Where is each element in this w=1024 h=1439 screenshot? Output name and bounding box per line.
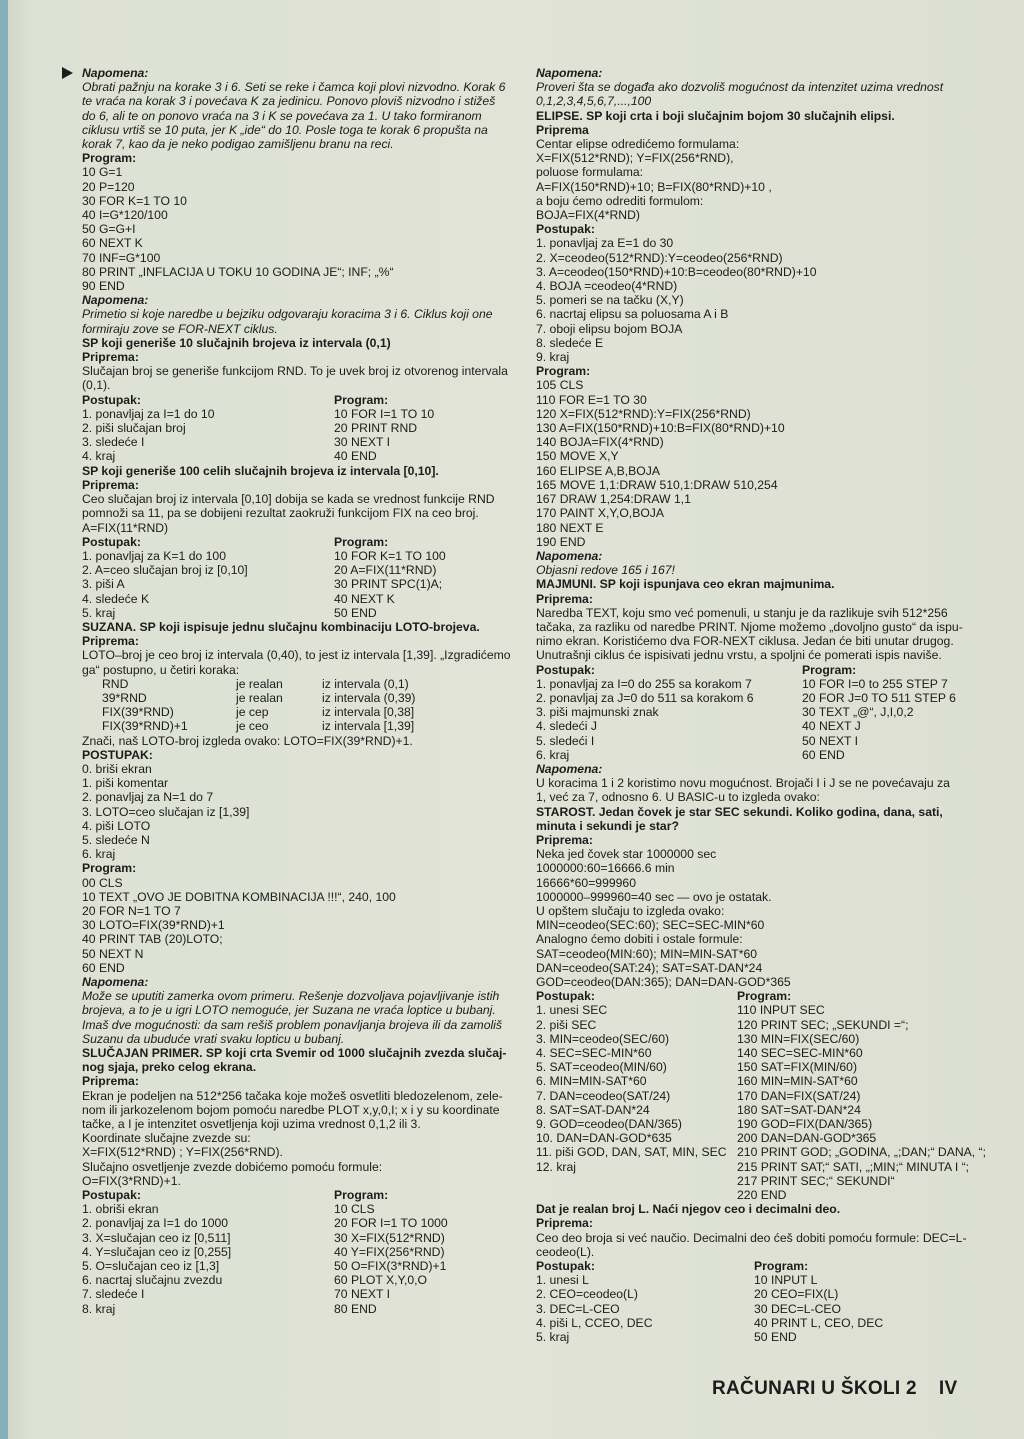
steps-list bbox=[536, 236, 986, 364]
text-line: 165 MOVE 1,1:DRAW 510,1:DRAW 510,254 bbox=[536, 477, 778, 492]
text-line: 11. piši GOD, DAN, SAT, MIN, SEC bbox=[536, 1145, 727, 1160]
text-line: 150 MOVE X,Y bbox=[536, 449, 619, 464]
steps-list bbox=[536, 1273, 754, 1344]
text-line: minuta i sekundi je star? bbox=[536, 818, 679, 833]
program-label: Program: bbox=[536, 364, 591, 379]
text-line: DAN=ceodeo(SAT:24); SAT=SAT-DAN*24 bbox=[536, 960, 763, 975]
text-line: 80 END bbox=[334, 1301, 377, 1316]
text-line: 20 FOR I=1 TO 1000 bbox=[334, 1216, 448, 1231]
table-indent bbox=[82, 691, 102, 705]
text-line: 4. sledeće K bbox=[82, 591, 150, 606]
text-line: BOJA=FIX(4*RND) bbox=[536, 208, 640, 223]
text-line: 50 NEXT I bbox=[802, 733, 858, 748]
program-label: Program: bbox=[334, 392, 389, 407]
text-line: U koracima 1 i 2 koristimo novu mogućnost. Brojači I i J se ne povećavaju za bbox=[536, 776, 950, 791]
steps-program bbox=[536, 989, 986, 1202]
section-title bbox=[82, 1046, 528, 1074]
prep-text bbox=[82, 492, 528, 535]
text-line: 9. kraj bbox=[536, 350, 570, 365]
text-line: 2. A=ceo slučajan broj iz [0,10] bbox=[82, 563, 248, 578]
program-label: Program: bbox=[334, 534, 389, 549]
text-line: 6. nacrtaj slučajnu zvezdu bbox=[82, 1273, 223, 1288]
text-line: 70 NEXT I bbox=[334, 1287, 390, 1302]
text-line: 2. ponavljaj za I=1 do 1000 bbox=[82, 1216, 229, 1231]
text-line: brojeva, a to je u igri LOTO nemoguće, jer Suzana ne vraća loptice u bubanj. bbox=[82, 1003, 496, 1018]
text-line: 110 INPUT SEC bbox=[737, 1003, 825, 1018]
text-line: 180 NEXT E bbox=[536, 520, 604, 535]
text-line: SLUČAJAN PRIMER. SP koji crta Svemir od 1000 slučajnih zvezda slučaj- bbox=[82, 1046, 507, 1061]
table-indent bbox=[82, 719, 102, 733]
text-line: 1000000:60=16666.6 min bbox=[536, 861, 675, 876]
text-line: 2. piši SEC bbox=[536, 1017, 597, 1032]
program-listing bbox=[737, 1003, 986, 1202]
text-line: Slučajno osvetljenje zvezde dobićemo pomoću formule: bbox=[82, 1159, 383, 1174]
program-label: Program: bbox=[82, 151, 137, 166]
steps-program bbox=[536, 663, 986, 762]
text-line: nog sjaja, preko celog ekrana. bbox=[82, 1060, 257, 1075]
text-line: MIN=ceodeo(SEC:60); SEC=SEC-MIN*60 bbox=[536, 918, 765, 933]
text-line: U opštem slučaju to izgleda ovako: bbox=[536, 903, 725, 918]
text-line: 220 END bbox=[737, 1188, 787, 1203]
steps-program bbox=[82, 393, 528, 464]
text-line: 190 END bbox=[536, 534, 586, 549]
note-text bbox=[536, 80, 986, 108]
section-title: ELIPSE. SP koji crta i boji slučajnim bojom 30 slučajnih elipsi. bbox=[536, 108, 895, 123]
text-line: GOD=ceodeo(DAN:365); DAN=DAN-GOD*365 bbox=[536, 975, 791, 989]
text-line: 4. sledeći J bbox=[536, 719, 597, 734]
text-line: 10 FOR K=1 TO 100 bbox=[334, 548, 446, 563]
program-listing bbox=[334, 407, 528, 464]
text-line: 4. BOJA =ceodeo(4*RND) bbox=[536, 279, 678, 294]
text-line: 40 I=G*120/100 bbox=[82, 208, 168, 223]
text-line: 1. piši komentar bbox=[82, 776, 169, 791]
text-line: 210 PRINT GOD; „GODINA, „;DAN;“ DANA, “; bbox=[737, 1145, 986, 1160]
text-line: do 6, ali te on ponovo vraća na 3 i K se povećava za 1. U tako formiranom bbox=[82, 108, 482, 123]
text-line: Unutrašnji ciklus će ispisivati jednu vrstu, a spoljni će pomerati ispis naviše. bbox=[536, 648, 942, 663]
text-line: a boju ćemo odrediti formulom: bbox=[536, 193, 704, 208]
note-text bbox=[82, 307, 528, 335]
text-line: tačke, a I je intenzitet osvetljenja koji uzima vrednost 0,1,2 ili 3. bbox=[82, 1117, 421, 1132]
text-line: 1. unesi SEC bbox=[536, 1003, 608, 1018]
text-line: 4. kraj bbox=[82, 449, 116, 464]
note-text bbox=[536, 563, 986, 577]
text-line: 16666*60=999960 bbox=[536, 875, 636, 890]
text-line: 30 TEXT „@“, J,I,0,2 bbox=[802, 705, 914, 720]
text-line: 5. O=slučajan ceo iz [1,3] bbox=[82, 1259, 220, 1274]
text-line: 200 DAN=DAN-GOD*365 bbox=[737, 1131, 877, 1146]
page-edge bbox=[0, 0, 8, 1439]
text-line: O=FIX(3*RND)+1. bbox=[82, 1173, 181, 1188]
table-cell: RND bbox=[102, 676, 129, 691]
program-listing bbox=[536, 378, 986, 548]
left-column bbox=[82, 66, 528, 1316]
section-title: SP koji generiše 10 slučajnih brojeva iz intervala (0,1) bbox=[82, 335, 391, 350]
text-line: 170 DAN=FIX(SAT/24) bbox=[737, 1088, 861, 1103]
text-line: 50 END bbox=[754, 1330, 797, 1345]
program-listing bbox=[754, 1273, 986, 1344]
prep-label: Priprema: bbox=[536, 1216, 593, 1231]
prep-text bbox=[82, 648, 528, 676]
note-text bbox=[82, 989, 528, 1046]
steps-list bbox=[82, 407, 334, 464]
text-line: 120 PRINT SEC; „SEKUNDI =“; bbox=[737, 1017, 909, 1032]
note-title: Napomena: bbox=[82, 66, 149, 80]
text-line: Imaš dve mogućnosti: da sam rešiš problem ponavljanja brojeva ili da zamoliš bbox=[82, 1017, 502, 1032]
steps-list bbox=[82, 549, 334, 620]
text-line: Objasni redove 165 i 167! bbox=[536, 563, 675, 578]
text-line: 2. CEO=ceodeo(L) bbox=[536, 1287, 638, 1302]
prep-label: Priprema bbox=[536, 122, 589, 137]
text-line: 1. ponavljaj za K=1 do 100 bbox=[82, 548, 226, 563]
steps-label: Postupak: bbox=[536, 222, 595, 237]
text-line: 140 SEC=SEC-MIN*60 bbox=[737, 1046, 863, 1061]
text-line: 00 CLS bbox=[82, 875, 123, 890]
section-title: SP koji generiše 100 celih slučajnih brojeva iz intervala [0,10]. bbox=[82, 463, 439, 478]
table-indent bbox=[82, 677, 102, 691]
text-line: 110 FOR E=1 TO 30 bbox=[536, 392, 647, 407]
text-line: 4. piši LOTO bbox=[82, 818, 151, 833]
program-label: Program: bbox=[754, 1259, 809, 1274]
prep-label: Priprema: bbox=[82, 1074, 139, 1089]
text-line: 1. unesi L bbox=[536, 1273, 589, 1288]
steps-program bbox=[82, 1188, 528, 1316]
text-line: 2. X=ceodeo(512*RND):Y=ceodeo(256*RND) bbox=[536, 250, 783, 265]
text-line: 5. SAT=ceodeo(MIN/60) bbox=[536, 1060, 667, 1075]
note-title: Napomena: bbox=[82, 975, 149, 989]
text-line: 90 END bbox=[82, 279, 125, 294]
text-line: 20 PRINT RND bbox=[334, 421, 418, 436]
text-line: Analogno ćemo dobiti i ostale formule: bbox=[536, 932, 743, 947]
steps-program bbox=[82, 535, 528, 620]
program-listing bbox=[802, 677, 986, 762]
text-line: 30 X=FIX(512*RND) bbox=[334, 1230, 445, 1245]
text-line: Ceo deo broja si već naučio. Decimalni deo ćeš dobiti pomoću formule: DEC=L- bbox=[536, 1230, 967, 1245]
note-text bbox=[82, 80, 528, 151]
text-line: 130 MIN=FIX(SEC/60) bbox=[737, 1031, 860, 1046]
note-title: Napomena: bbox=[536, 548, 603, 563]
text-line: 1000000–999960=40 sec — ovo je ostatak. bbox=[536, 889, 772, 904]
table-indent bbox=[82, 705, 102, 719]
text-line: 105 CLS bbox=[536, 378, 584, 393]
text-line: 8. sledeće E bbox=[536, 335, 604, 350]
table-cell: je cep bbox=[236, 705, 269, 720]
text-line: 30 LOTO=FIX(39*RND)+1 bbox=[82, 918, 225, 933]
text-line: 170 PAINT X,Y,O,BOJA bbox=[536, 506, 665, 521]
loto-table bbox=[82, 677, 528, 734]
text-line: 0,1,2,3,4,5,6,7,...,100 bbox=[536, 94, 652, 109]
steps-list bbox=[536, 1003, 737, 1173]
text-line: 10 G=1 bbox=[82, 165, 123, 180]
text-line: 30 FOR K=1 TO 10 bbox=[82, 193, 187, 208]
text-line: Proveri šta se događa ako dozvoliš mogućnost da intenzitet uzima vrednost bbox=[536, 80, 944, 95]
text-line: Primetio si koje naredbe u bejziku odgovaraju koracima 3 i 6. Ciklus koji one bbox=[82, 307, 493, 322]
steps-list bbox=[82, 762, 528, 861]
text-line: 10 TEXT „OVO JE DOBITNA KOMBINACIJA !!!“, 240, 100 bbox=[82, 889, 396, 904]
text-line: 7. oboji elipsu bojom BOJA bbox=[536, 321, 683, 336]
text-line: 217 PRINT SEC;“ SEKUNDI“ bbox=[737, 1173, 895, 1188]
text-line: Naredba TEXT, koju smo već pomenuli, u stanju je da razlikuje svih 512*256 bbox=[536, 605, 948, 620]
steps-list bbox=[536, 677, 802, 762]
table-cell: je ceo bbox=[236, 719, 269, 734]
text-line: 50 G=G+I bbox=[82, 222, 136, 237]
text-line: pomnoži sa 11, pa se dobijeni rezultat zaokruži funkcijom FIX na ceo broj. bbox=[82, 506, 479, 521]
text-line: Slučajan broj se generiše funkcijom RND. To je uvek broj iz otvorenog intervala bbox=[82, 364, 508, 379]
table-cell: iz intervala (0,1) bbox=[322, 676, 409, 691]
note-title: Napomena: bbox=[536, 66, 603, 80]
text-line: 7. DAN=ceodeo(SAT/24) bbox=[536, 1088, 671, 1103]
text-line: poluose formulama: bbox=[536, 165, 644, 180]
text-line: 5. pomeri se na tačku (X,Y) bbox=[536, 293, 684, 308]
text-line: 40 PRINT L, CEO, DEC bbox=[754, 1315, 884, 1330]
text-line: 6. MIN=MIN-SAT*60 bbox=[536, 1074, 647, 1089]
text-line: 10 INPUT L bbox=[754, 1273, 818, 1288]
text-line: 3. X=slučajan ceo iz [0,511] bbox=[82, 1230, 231, 1245]
magazine-title: RAČUNARI U ŠKOLI 2 bbox=[712, 1378, 917, 1399]
steps-label: Postupak: bbox=[536, 989, 595, 1004]
text-line: A=FIX(11*RND) bbox=[82, 520, 169, 535]
text-line: 60 END bbox=[802, 747, 845, 762]
text-line: 20 P=120 bbox=[82, 179, 135, 194]
text-line: 6. nacrtaj elipsu sa poluosama A i B bbox=[536, 307, 729, 322]
text-line: 1. ponavljaj za I=1 do 10 bbox=[82, 406, 215, 421]
text-line: 4. Y=slučajan ceo iz [0,255] bbox=[82, 1244, 232, 1259]
table-cell: je realan bbox=[236, 690, 283, 705]
text-line: Suzanu da ubuduće vrati svaku lopticu u bubanj. bbox=[82, 1031, 345, 1046]
text-line: Može se uputiti zamerka ovom primeru. Rešenje dozvoljava pojavljivanje istih bbox=[82, 989, 500, 1004]
text-line: Ekran je podeljen na 512*256 tačaka koje možeš osvetliti bledozelenom, zele- bbox=[82, 1088, 503, 1103]
program-listing bbox=[82, 165, 528, 293]
text-line: Obrati pažnju na korake 3 i 6. Seti se reke i čamca koji plovi nizvodno. Korak 6 bbox=[82, 80, 506, 95]
text-line: 9. GOD=ceodeo(DAN/365) bbox=[536, 1117, 682, 1132]
bullet-arrow-icon bbox=[62, 67, 73, 79]
prep-label: Priprema: bbox=[82, 477, 139, 492]
text-line: 180 SAT=SAT-DAN*24 bbox=[737, 1102, 861, 1117]
text-line: 8. SAT=SAT-DAN*24 bbox=[536, 1102, 650, 1117]
right-column bbox=[536, 66, 986, 1344]
text-line: 167 DRAW 1,254:DRAW 1,1 bbox=[536, 492, 691, 507]
text-line: A=FIX(150*RND)+10; B=FIX(80*RND)+10 , bbox=[536, 179, 772, 194]
prep-label: Priprema: bbox=[82, 634, 139, 649]
prep-text bbox=[536, 606, 986, 663]
text-line: 4. SEC=SEC-MIN*60 bbox=[536, 1046, 652, 1061]
text-line: nimo ekran. Koristićemo dva FOR-NEXT ciklusa. Jedan će biti unutar drugog. bbox=[536, 634, 954, 649]
text-line: 3. piši A bbox=[82, 577, 125, 592]
table-cell: iz intervala [1,39] bbox=[322, 719, 415, 734]
table-cell: 39*RND bbox=[102, 690, 147, 705]
text-line: 20 FOR J=0 TO 511 STEP 6 bbox=[802, 690, 956, 705]
text-line: 150 SAT=FIX(MIN/60) bbox=[737, 1060, 858, 1075]
text-line: 50 END bbox=[334, 605, 377, 620]
prep-label: Priprema: bbox=[82, 350, 139, 365]
text-line: Ceo slučajan broj iz intervala [0,10] dobija se kada se vrednost funkcije RND bbox=[82, 492, 495, 507]
prep-text bbox=[82, 364, 528, 392]
program-listing bbox=[82, 876, 528, 975]
steps-label: Postupak: bbox=[82, 392, 141, 407]
steps-label: Postupak: bbox=[536, 1259, 595, 1274]
text-line: STAROST. Jedan čovek je star SEC sekundi. Koliko godina, dana, sati, bbox=[536, 804, 943, 819]
text-line: 3. piši majmunski znak bbox=[536, 705, 659, 720]
text-line: Neka jed čovek star 1000000 sec bbox=[536, 847, 717, 862]
text-line: 5. sledeće N bbox=[82, 832, 150, 847]
text-line: formiraju zove se FOR-NEXT ciklus. bbox=[82, 321, 278, 336]
text-line: 10 FOR I=1 TO 10 bbox=[334, 406, 435, 421]
text-line: X=FIX(512*RND) ; Y=FIX(256*RND). bbox=[82, 1145, 283, 1160]
text-line: nom ili jarkozelenom bojom pomoću naredbe PLOT x,y,0,I; x i y su koordinate bbox=[82, 1102, 500, 1117]
loto-conclusion: Znači, naš LOTO-broj izgleda ovako: LOTO=FIX(39*RND)+1. bbox=[82, 733, 413, 748]
text-line: 10 CLS bbox=[334, 1202, 375, 1217]
text-line: 2. piši slučajan broj bbox=[82, 421, 186, 436]
program-label: Program: bbox=[334, 1188, 389, 1203]
text-line: 2. ponavljaj za J=0 do 511 sa korakom 6 bbox=[536, 690, 754, 705]
text-line: 130 A=FIX(150*RND)+10:B=FIX(80*RND)+10 bbox=[536, 421, 785, 436]
section-title: MAJMUNI. SP koji ispunjava ceo ekran majmunima. bbox=[536, 577, 835, 592]
text-line: 5. sledeći I bbox=[536, 733, 595, 748]
text-line: 6. kraj bbox=[82, 847, 116, 862]
text-line: 1. ponavljaj za E=1 do 30 bbox=[536, 236, 674, 251]
table-cell: je realan bbox=[236, 676, 283, 691]
text-line: 50 O=FIX(3*RND)+1 bbox=[334, 1259, 447, 1274]
text-line: 40 END bbox=[334, 449, 377, 464]
text-line: 4. piši L, CCEO, DEC bbox=[536, 1315, 653, 1330]
text-line: 40 NEXT K bbox=[334, 591, 395, 606]
text-line: 10 FOR I=0 to 255 STEP 7 bbox=[802, 676, 948, 691]
text-line: 140 BOJA=FIX(4*RND) bbox=[536, 435, 664, 450]
text-line: 20 A=FIX(11*RND) bbox=[334, 563, 437, 578]
steps-label: POSTUPAK: bbox=[82, 747, 153, 762]
text-line: 5. kraj bbox=[536, 1330, 570, 1345]
text-line: 10. DAN=DAN-GOD*635 bbox=[536, 1131, 672, 1146]
note-title: Napomena: bbox=[536, 761, 603, 776]
note-text bbox=[536, 776, 986, 804]
prep-text bbox=[536, 1231, 986, 1259]
text-line: 8. kraj bbox=[82, 1301, 116, 1316]
text-line: 60 END bbox=[82, 960, 125, 975]
prep-text bbox=[536, 137, 986, 222]
text-line: 6. kraj bbox=[536, 747, 570, 762]
text-line: 3. MIN=ceodeo(SEC/60) bbox=[536, 1031, 670, 1046]
steps-program bbox=[536, 1259, 986, 1344]
text-line: 40 Y=FIX(256*RND) bbox=[334, 1244, 445, 1259]
text-line: 3. A=ceodeo(150*RND)+10:B=ceodeo(80*RND)+10 bbox=[536, 264, 817, 279]
program-label: Program: bbox=[82, 861, 137, 876]
text-line: 3. sledeće I bbox=[82, 435, 145, 450]
program-listing bbox=[334, 1202, 528, 1316]
prep-label: Priprema: bbox=[536, 832, 593, 847]
text-line: 3. DEC=L-CEO bbox=[536, 1301, 620, 1316]
section-title: SUZANA. SP koji ispisuje jednu slučajnu kombinaciju LOTO-brojeva. bbox=[82, 619, 480, 634]
text-line: 7. sledeće I bbox=[82, 1287, 145, 1302]
text-line: 80 PRINT „INFLACIJA U TOKU 10 GODINA JE“; INF; „%“ bbox=[82, 264, 394, 279]
page-number: IV bbox=[938, 1378, 958, 1399]
steps-list bbox=[82, 1202, 334, 1316]
text-line: (0,1). bbox=[82, 378, 111, 393]
text-line: 12. kraj bbox=[536, 1159, 576, 1174]
text-line: 30 NEXT I bbox=[334, 435, 390, 450]
table-cell: iz intervala [0,38] bbox=[322, 705, 415, 720]
text-line: 1, već za 7, odnosno 6. U BASIC-u to izgleda ovako: bbox=[536, 790, 820, 805]
note-title: Napomena: bbox=[82, 293, 149, 308]
text-line: 1. ponavljaj za I=0 do 255 sa korakom 7 bbox=[536, 676, 752, 691]
text-line: Centar elipse odredićemo formulama: bbox=[536, 137, 740, 152]
text-line: 60 NEXT K bbox=[82, 236, 143, 251]
program-label: Program: bbox=[802, 662, 857, 677]
text-line: tačaka, za razliku od naredbe PRINT. Njome možemo „dovoljno gusto“ da ispu- bbox=[536, 619, 963, 634]
text-line: SAT=ceodeo(MIN:60); MIN=MIN-SAT*60 bbox=[536, 946, 758, 961]
steps-label: Postupak: bbox=[82, 534, 141, 549]
program-listing bbox=[334, 549, 528, 620]
text-line: LOTO–broj je ceo broj iz intervala (0,40), to jest iz intervala [1,39]. „Izgradićemo bbox=[82, 648, 511, 663]
table-cell: FIX(39*RND) bbox=[102, 705, 174, 720]
table-cell: FIX(39*RND)+1 bbox=[102, 719, 188, 734]
table-cell: iz intervala (0,39) bbox=[322, 690, 416, 705]
text-line: ciklusu vrtiš se 10 puta, jer K „ide“ do 10. Posle toga te korak 6 propušta na bbox=[82, 122, 488, 137]
section-title: Dat je realan broj L. Naći njegov ceo i decimalni deo. bbox=[536, 1202, 841, 1217]
text-line: 1. obriši ekran bbox=[82, 1202, 159, 1217]
text-line: ceodeo(L). bbox=[536, 1244, 595, 1259]
text-line: 20 FOR N=1 TO 7 bbox=[82, 903, 181, 918]
section-title bbox=[536, 805, 986, 833]
text-line: 50 NEXT N bbox=[82, 946, 144, 961]
text-line: 215 PRINT SAT;“ SATI, „;MIN;“ MINUTA I “; bbox=[737, 1159, 970, 1174]
text-line: 40 NEXT J bbox=[802, 719, 861, 734]
program-label: Program: bbox=[737, 989, 792, 1004]
text-line: 20 CEO=FIX(L) bbox=[754, 1287, 839, 1302]
page-footer bbox=[712, 1378, 957, 1400]
text-line: korak 7, kao da je neko podigao zamišljenu branu na reci. bbox=[82, 137, 394, 152]
text-line: 30 PRINT SPC(1)A; bbox=[334, 577, 443, 592]
text-line: 120 X=FIX(512*RND):Y=FIX(256*RND) bbox=[536, 406, 751, 421]
prep-text bbox=[82, 1089, 528, 1188]
text-line: Koordinate slučajne zvezde su: bbox=[82, 1131, 251, 1146]
text-line: 70 INF=G*100 bbox=[82, 250, 161, 265]
text-line: ga“ postupno, u četiri koraka: bbox=[82, 662, 240, 677]
text-line: 3. LOTO=ceo slučajan iz [1,39] bbox=[82, 804, 250, 819]
text-line: te vraća na korak 3 i povećava K za jedinicu. Ponovo ploviš nizvodno i stižeš bbox=[82, 94, 496, 109]
steps-label: Postupak: bbox=[82, 1188, 141, 1203]
text-line: X=FIX(512*RND); Y=FIX(256*RND), bbox=[536, 151, 734, 166]
text-line: 190 GOD=FIX(DAN/365) bbox=[737, 1117, 873, 1132]
steps-label: Postupak: bbox=[536, 662, 595, 677]
text-line: 160 ELIPSE A,B,BOJA bbox=[536, 463, 660, 478]
text-line: 40 PRINT TAB (20)LOTO; bbox=[82, 932, 223, 947]
text-line: 60 PLOT X,Y,0,O bbox=[334, 1273, 428, 1288]
text-line: 30 DEC=L-CEO bbox=[754, 1301, 842, 1316]
text-line: 0. briši ekran bbox=[82, 761, 152, 776]
prep-label: Priprema: bbox=[536, 591, 593, 606]
text-line: 2. ponavljaj za N=1 do 7 bbox=[82, 790, 214, 805]
text-line: 5. kraj bbox=[82, 605, 116, 620]
prep-text bbox=[536, 847, 986, 989]
text-line: 160 MIN=MIN-SAT*60 bbox=[737, 1074, 858, 1089]
